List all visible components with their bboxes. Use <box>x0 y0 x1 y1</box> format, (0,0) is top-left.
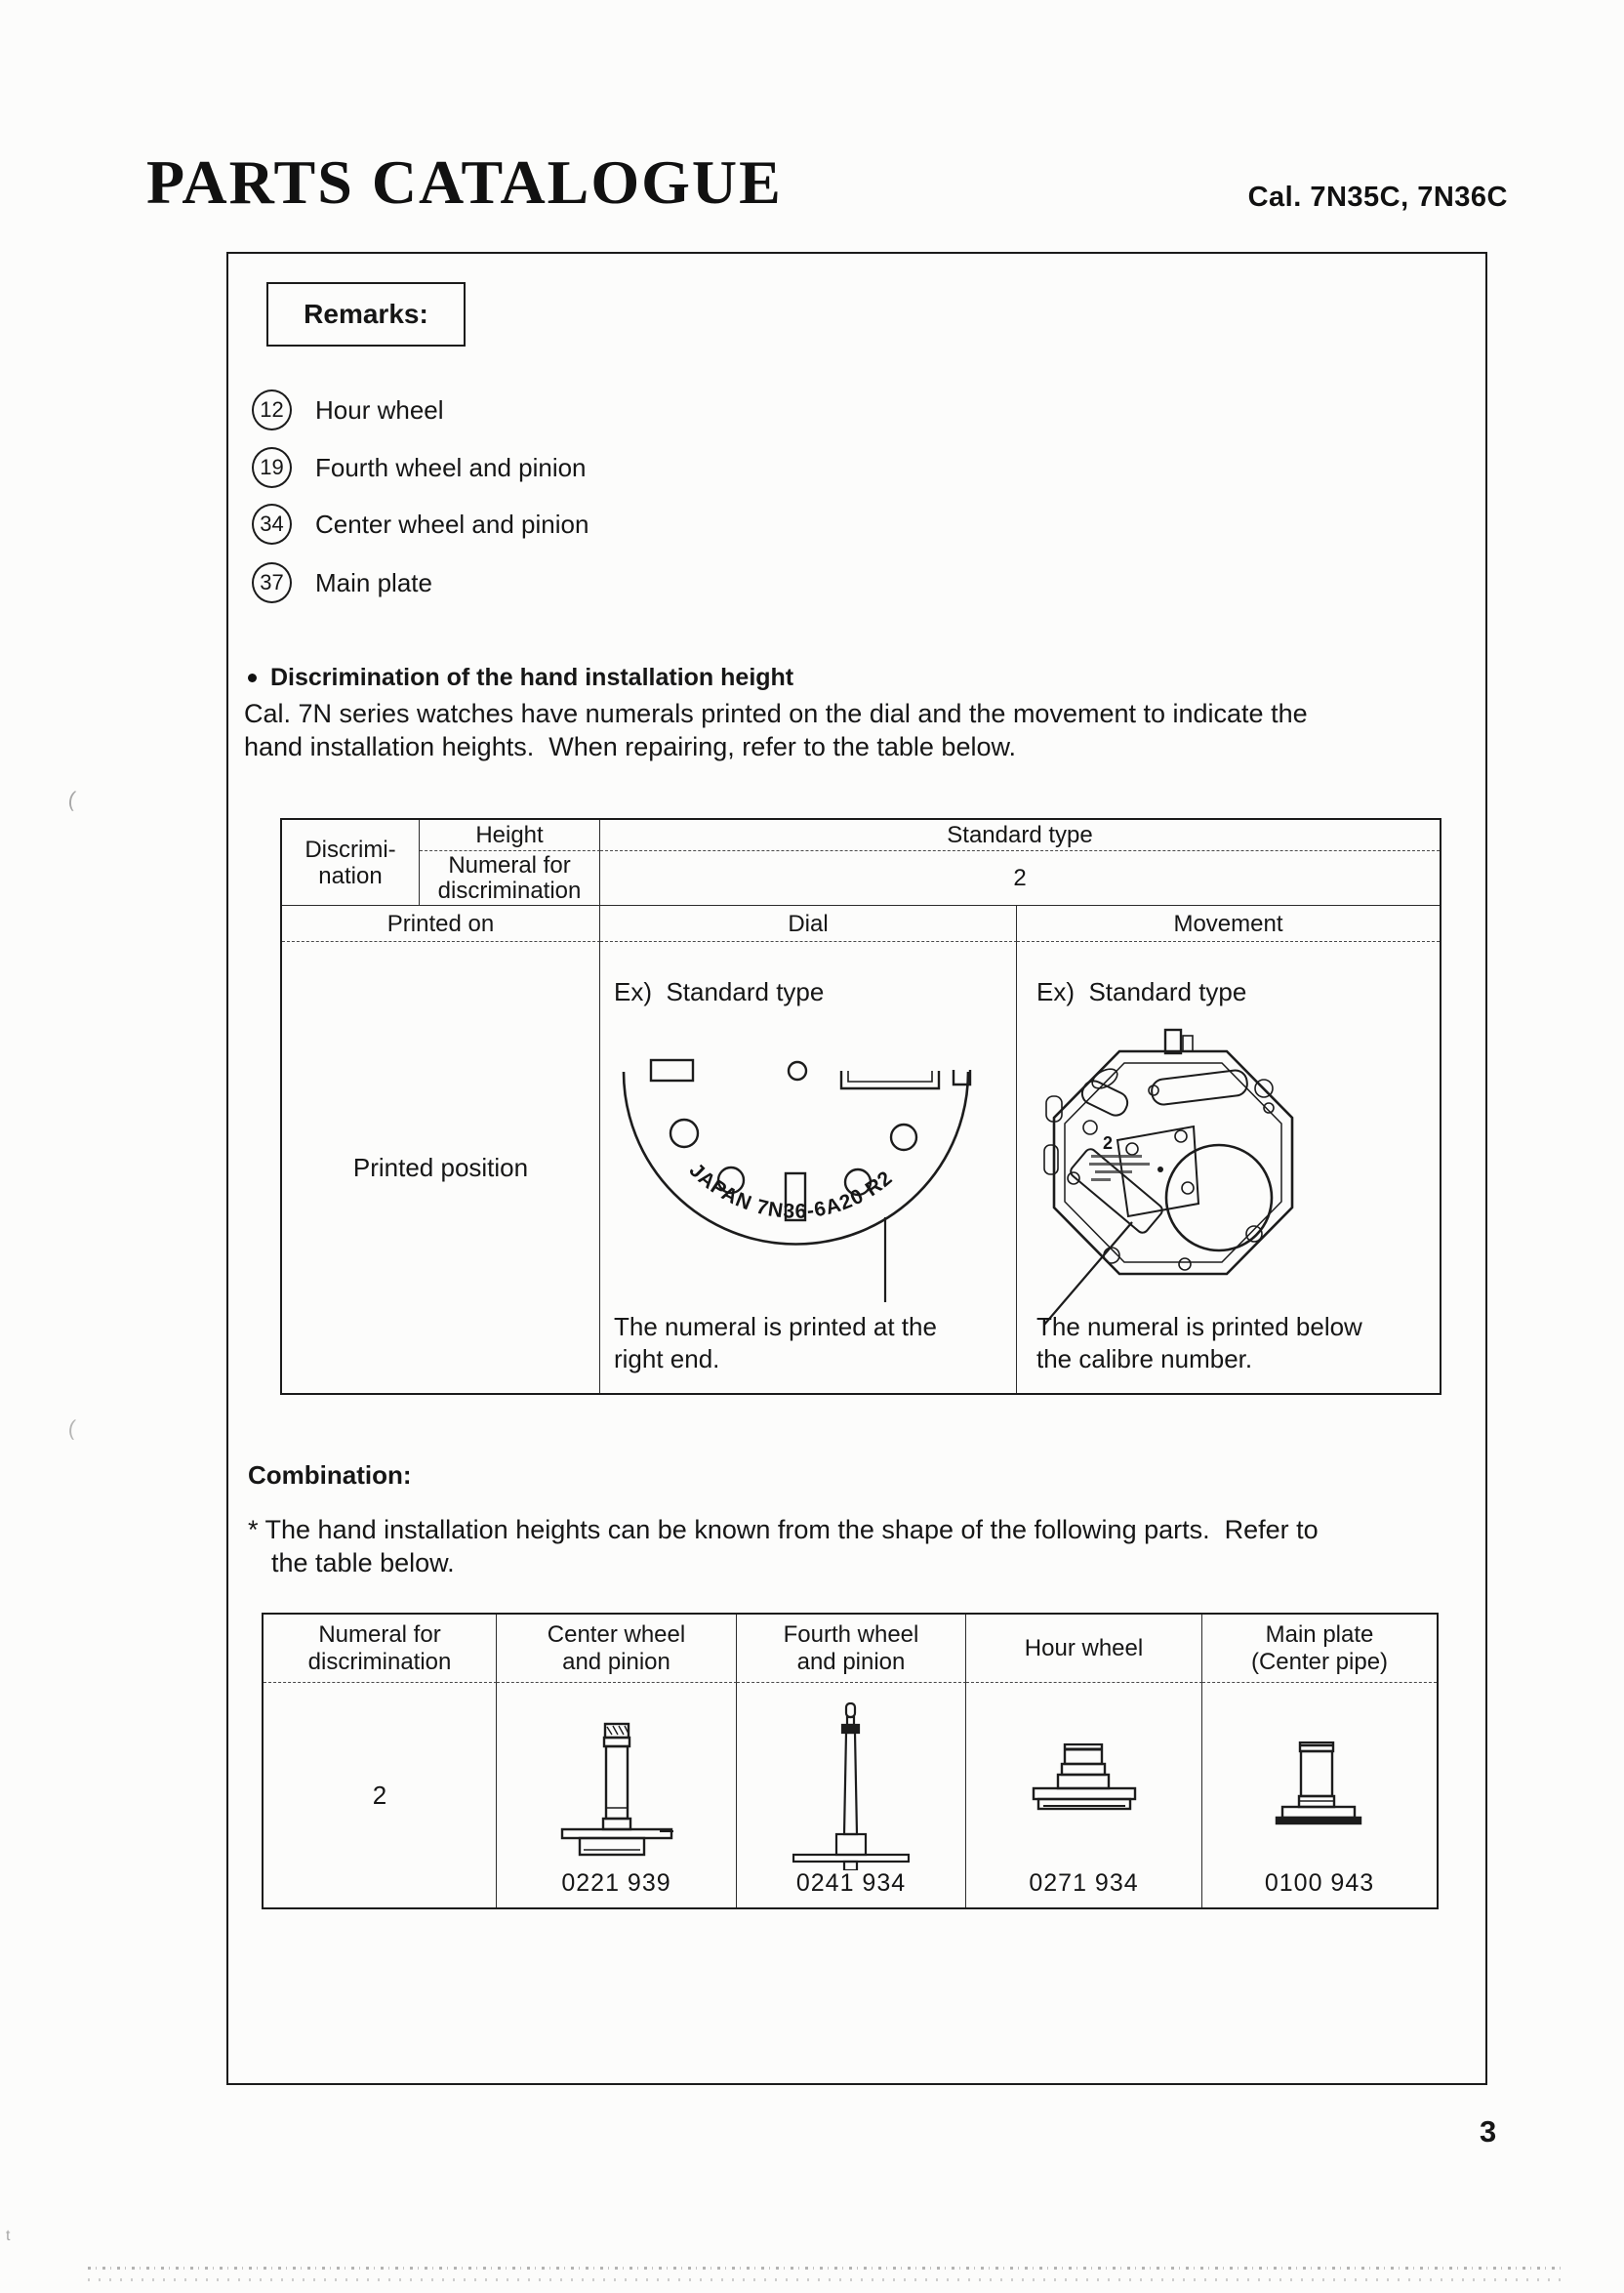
circled-number-value: 12 <box>260 397 284 422</box>
combination-heading: Combination: <box>248 1460 412 1490</box>
cell-movement-diagram <box>1017 942 1440 1393</box>
scan-noise-strip <box>88 2278 1562 2281</box>
scan-artifact: ( <box>66 1414 77 1441</box>
scan-noise-strip <box>88 2267 1562 2270</box>
movement-numeral-text: 2 <box>1103 1133 1114 1153</box>
header-text: and pinion <box>796 1648 906 1675</box>
cell-text: 2 <box>372 1780 387 1810</box>
header-text: Hour wheel <box>1024 1634 1144 1661</box>
dial-caption <box>614 1311 937 1375</box>
main-plate-drawing <box>1275 1741 1364 1825</box>
intro-line: hand installation heights. When repairing, refer to the table below. <box>244 732 1016 761</box>
combination-table <box>262 1613 1439 1909</box>
cell-text: Discrimi- <box>304 836 396 863</box>
cell-text: Standard type <box>947 822 1093 848</box>
remark-item-center-wheel <box>252 506 589 543</box>
note-line: * The hand installation heights can be known from the shape of the following parts. Refer to <box>248 1515 1319 1544</box>
bullet-icon <box>248 674 257 682</box>
remark-item-hour-wheel <box>252 391 444 429</box>
header-text: discrimination <box>307 1648 452 1675</box>
dial-example-label: Ex) Standard type <box>614 977 825 1006</box>
cell-text: Numeral for <box>448 851 571 879</box>
cell-combination-numeral <box>264 1683 497 1907</box>
circled-number <box>252 447 292 488</box>
discrimination-heading <box>248 664 793 692</box>
movement-caption <box>1036 1311 1362 1375</box>
cell-standard-type <box>600 820 1440 851</box>
cell-text: Height <box>475 822 544 848</box>
discrimination-heading-text: Discrimination of the hand installation height <box>270 664 794 691</box>
cell-dial-diagram <box>600 942 1017 1393</box>
intro-line: Cal. 7N series watches have numerals printed on the dial and the movement to indicate the <box>244 699 1308 728</box>
svg-text:JAPAN 7N36-6A20 R2 <box>685 1159 898 1223</box>
cell-numeral-value <box>600 851 1440 906</box>
caption-line: the calibre number. <box>1036 1344 1253 1373</box>
center-wheel-drawing <box>558 1722 675 1870</box>
circled-number-value: 37 <box>260 570 284 594</box>
combination-note <box>248 1513 1319 1579</box>
header-text: Fourth wheel <box>783 1620 919 1648</box>
cell-text: discrimination <box>437 877 582 904</box>
part-number: 0100 943 <box>1264 1869 1375 1897</box>
note-line: the table below. <box>271 1548 455 1577</box>
caption-line: The numeral is printed below <box>1036 1312 1362 1341</box>
cell-height <box>420 820 600 851</box>
cell-text: Printed on <box>386 910 495 937</box>
cell-dial-header <box>600 906 1017 942</box>
cell-text: Dial <box>788 910 829 937</box>
scan-artifact: t <box>6 2228 11 2244</box>
circled-number-value: 19 <box>260 455 284 479</box>
circled-number <box>252 562 292 603</box>
cell-center-wheel-part <box>497 1683 737 1907</box>
cell-text: nation <box>318 862 383 889</box>
hour-wheel-drawing <box>1030 1743 1139 1823</box>
page-title: PARTS CATALOGUE <box>146 147 783 217</box>
remark-label: Hour wheel <box>315 394 444 425</box>
part-number: 0241 934 <box>795 1869 907 1897</box>
calibre-label: Cal. 7N35C, 7N36C <box>1247 182 1508 213</box>
remarks-box <box>266 282 466 347</box>
remark-item-main-plate <box>252 564 432 601</box>
remarks-label: Remarks: <box>304 299 428 329</box>
header-text: Center wheel <box>547 1620 686 1648</box>
cell-numeral-for-discrimination <box>420 851 600 906</box>
height-discrimination-table <box>280 818 1441 1395</box>
cell-movement-header <box>1017 906 1440 942</box>
movement-example-label: Ex) Standard type <box>1036 977 1247 1006</box>
fourth-wheel-drawing <box>792 1702 910 1870</box>
cell-main-plate-part <box>1202 1683 1437 1907</box>
cell-text: Movement <box>1173 910 1283 937</box>
part-number: 0221 939 <box>561 1869 671 1897</box>
intro-paragraph <box>244 697 1474 763</box>
cell-text: Printed position <box>352 1152 529 1182</box>
remark-item-fourth-wheel <box>252 449 587 486</box>
header-fourth-wheel <box>737 1615 966 1683</box>
header-text: Main plate <box>1265 1620 1374 1648</box>
dial-marking-text: JAPAN 7N36-6A20 R2 <box>684 1159 898 1223</box>
page-number: 3 <box>1480 2114 1497 2149</box>
remark-label: Center wheel and pinion <box>315 509 589 539</box>
cell-discrimination <box>282 820 420 906</box>
cell-text: 2 <box>1013 865 1027 891</box>
scan-artifact: ( <box>66 786 78 812</box>
header-numeral-for-discrimination <box>264 1615 497 1683</box>
header-hour-wheel <box>966 1615 1202 1683</box>
header-center-wheel <box>497 1615 737 1683</box>
remark-label: Fourth wheel and pinion <box>315 452 587 482</box>
cell-printed-on <box>282 906 600 942</box>
header-text: and pinion <box>562 1648 670 1675</box>
header-text: (Center pipe) <box>1250 1648 1389 1675</box>
caption-line: right end. <box>614 1344 720 1373</box>
circled-number-value: 34 <box>260 512 284 536</box>
part-number: 0271 934 <box>1029 1869 1139 1897</box>
cell-printed-position <box>282 942 600 1393</box>
remark-label: Main plate <box>315 567 432 597</box>
cell-hour-wheel-part <box>966 1683 1202 1907</box>
cell-fourth-wheel-part <box>737 1683 966 1907</box>
caption-line: The numeral is printed at the <box>614 1312 937 1341</box>
header-text: Numeral for <box>318 1620 441 1648</box>
header-main-plate <box>1202 1615 1437 1683</box>
circled-number <box>252 389 292 430</box>
circled-number <box>252 504 292 545</box>
